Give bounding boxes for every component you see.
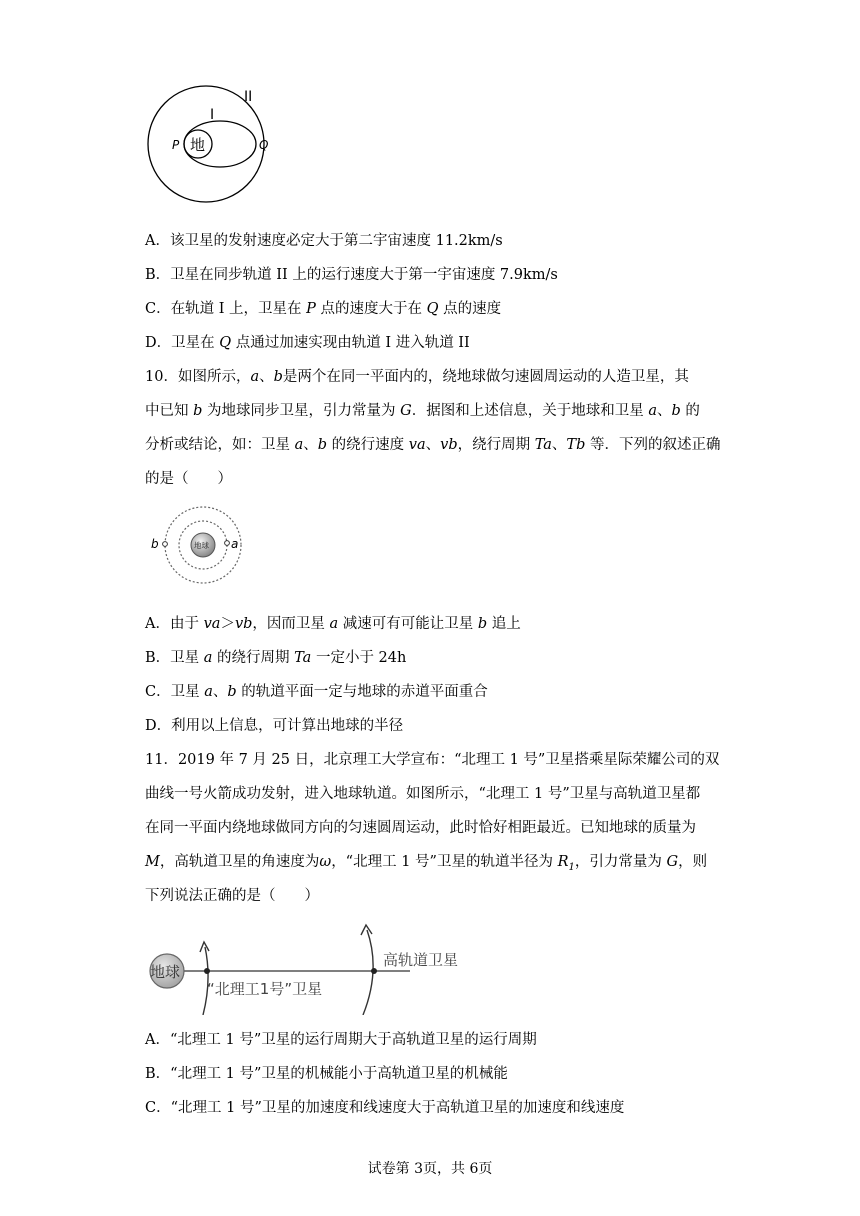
q10-stem-line-1: 10．如图所示，a、b是两个在同一平面内的，绕地球做匀速圆周运动的人造卫星，其 bbox=[145, 369, 689, 385]
q11-stem-line-4: M，高轨道卫星的角速度为ω，“北理工 1 号”卫星的轨道半径为 $R_1$，引力常量为 G，则 bbox=[145, 854, 708, 873]
q11-option-a: A．“北理工 1 号”卫星的运行周期大于高轨道卫星的运行周期 bbox=[145, 1032, 537, 1048]
q10-option-d: D．利用以上信息，可计算出地球的半径 bbox=[145, 718, 404, 734]
q10-option-c: C．卫星 a、b 的轨道平面一定与地球的赤道平面重合 bbox=[145, 684, 488, 700]
earth-label-large: 地球 bbox=[150, 963, 181, 981]
satellite-2-label: 高轨道卫星 bbox=[383, 951, 459, 969]
satellite-2-dot bbox=[371, 968, 377, 974]
two-satellites-figure bbox=[145, 920, 480, 1015]
satellite-b-dot bbox=[163, 542, 168, 547]
q11-stem-line-2: 曲线一号火箭成功发射，进入地球轨道。如图所示，“北理工 1 号”卫星与高轨道卫星都 bbox=[145, 786, 701, 802]
satellite-1-dot bbox=[204, 968, 210, 974]
earth-label: 地 bbox=[190, 136, 206, 154]
satellite-b-label: b bbox=[151, 537, 159, 551]
orbit-arc-high-arrow bbox=[361, 925, 372, 935]
satellite-1-label: “北理工1号”卫星 bbox=[207, 980, 323, 998]
q10-stem-line-4: 的是（ ） bbox=[145, 471, 232, 487]
q9-option-c: C．在轨道 I 上，卫星在 P 点的速度大于在 Q 点的速度 bbox=[145, 301, 502, 317]
q9-option-d: D．卫星在 Q 点通过加速实现由轨道 I 进入轨道 II bbox=[145, 335, 470, 351]
earth-label-small: 地球 bbox=[194, 541, 209, 550]
satellite-a-label: a bbox=[231, 537, 239, 551]
satellite-a-dot bbox=[225, 541, 230, 546]
q10-stem-line-3: 分析或结论，如：卫星 a、b 的绕行速度 va、vb，绕行周期 Ta、Tb 等．下列的叙述正确 bbox=[145, 437, 721, 453]
orbit-arc-low-arrow bbox=[200, 942, 209, 952]
q11-stem-line-1: 11．2019 年 7 月 25 日，北京理工大学宣布：“北理工 1 号”卫星搭乘星际荣耀公司的双 bbox=[145, 752, 720, 768]
point-p-label: P bbox=[172, 138, 180, 152]
satellites-ab-figure bbox=[145, 505, 250, 587]
orbit-ii-label: II bbox=[244, 89, 253, 105]
q11-option-b: B．“北理工 1 号”卫星的机械能小于高轨道卫星的机械能 bbox=[145, 1066, 508, 1082]
q9-option-b: B．卫星在同步轨道 II 上的运行速度大于第一宇宙速度 7.9km/s bbox=[145, 267, 558, 283]
point-q-label: Q bbox=[259, 138, 269, 152]
q10-stem-line-2: 中已知 b 为地球同步卫星，引力常量为 G．据图和上述信息，关于地球和卫星 a、b 的 bbox=[145, 403, 700, 419]
orbit-i-label: I bbox=[210, 107, 215, 123]
q10-option-a: A．由于 va＞vb，因而卫星 a 减速可有可能让卫星 b 追上 bbox=[145, 616, 521, 632]
q10-option-b: B．卫星 a 的绕行周期 Ta 一定小于 24h bbox=[145, 650, 407, 666]
q11-stem-line-5: 下列说法正确的是（ ） bbox=[145, 888, 319, 904]
q11-option-c: C．“北理工 1 号”卫星的加速度和线速度大于高轨道卫星的加速度和线速度 bbox=[145, 1100, 625, 1116]
q9-option-a: A．该卫星的发射速度必定大于第二宇宙速度 11.2km/s bbox=[145, 233, 503, 249]
page-footer: 试卷第 3页，共 6页 bbox=[367, 1161, 493, 1177]
orbit-transfer-figure bbox=[140, 82, 280, 204]
q11-stem-line-3: 在同一平面内绕地球做同方向的匀速圆周运动，此时恰好相距最近。已知地球的质量为 bbox=[145, 820, 696, 836]
